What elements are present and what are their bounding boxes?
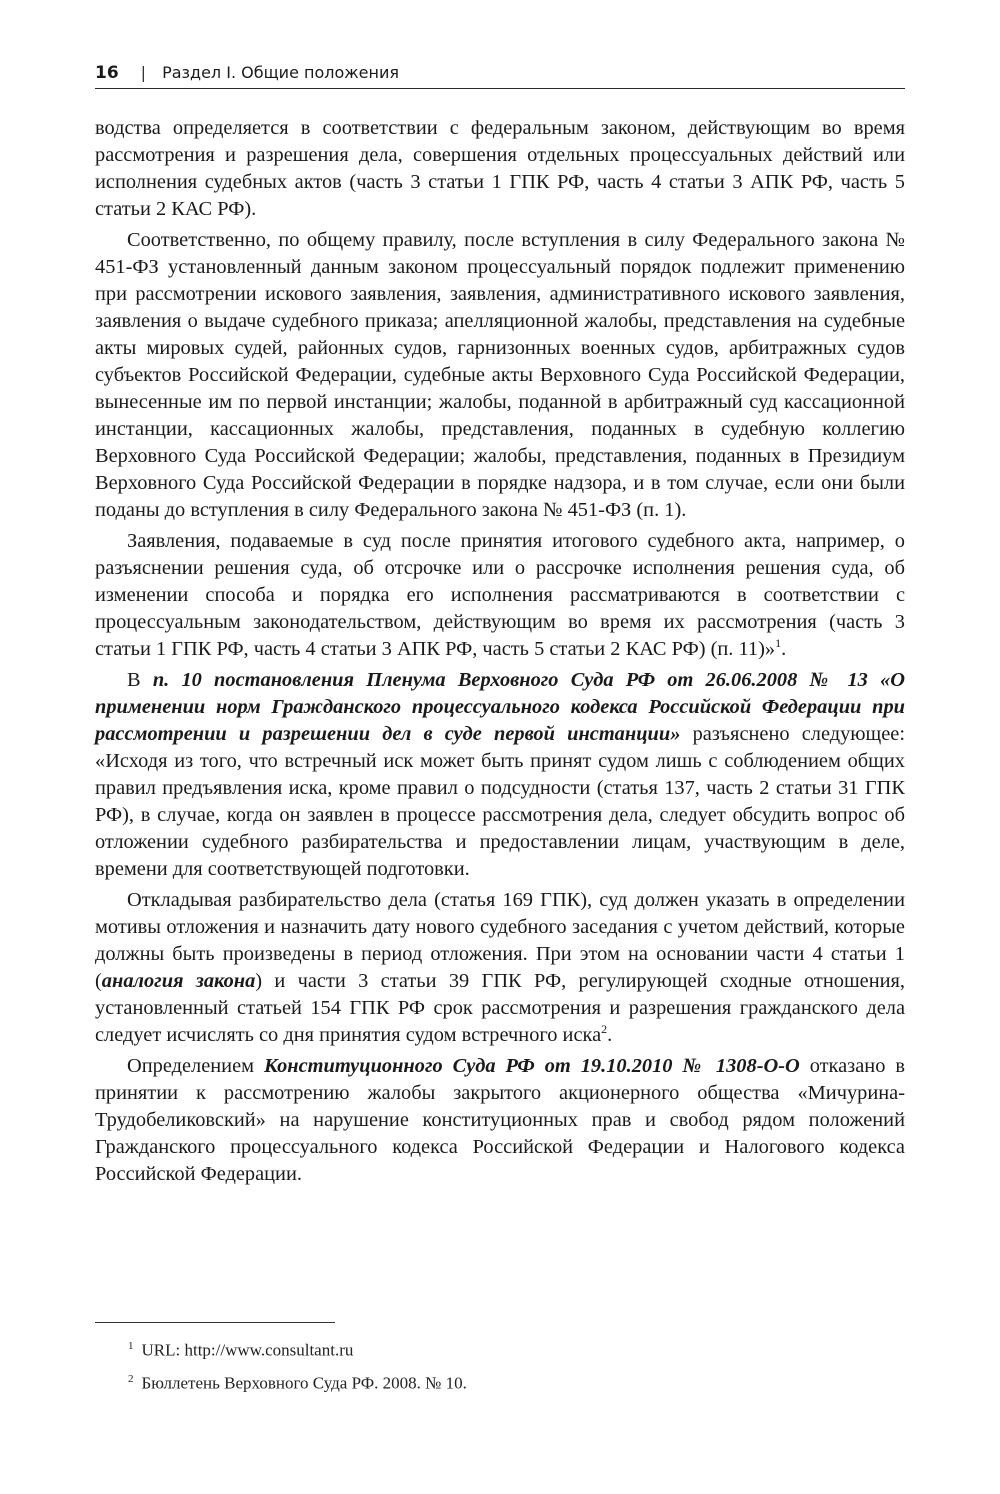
paragraph-4: [95, 667, 905, 883]
paragraph-6: [95, 1053, 905, 1188]
paragraph-4-text: разъяснено следующее: «Исходя из того, что встречный иск может быть принят судом лишь с соблюдением общих правил предъявления иска, кроме правил о подсудности (статья 137, часть 2 статьи 31 ГПК РФ), в случае, когда он заявлен в процессе рассмотрения дела, следует обсудить вопрос об отложении судебного разбирательства и предоставлении лицам, участвующим в деле, времени для соответствующей подготовки.: [95, 723, 905, 880]
paragraph-2: Соответственно, по общему правилу, после вступления в силу Федерального закона № 451-ФЗ установленный данным законом процессуальный порядок подлежит применению при рассмотрении искового заявления, заявления, административного искового заявления, заявления о выдаче судебного приказа; апелляционной жалобы, представления на судебные акты мировых судей, районных судов, гарнизонных военных судов, арбитражных судов субъектов Российской Федерации, судебные акты Верховного Суда Российской Федерации, вынесенные им по первой инстанции; жалобы, поданной в арбитражный суд кассационной инстанции, кассационных жалобы, представления, поданных в судебную коллегию Верховного Суда Российской Федерации; жалобы, представления, поданных в Президиум Верховного Суда Российской Федерации в порядке надзора, и в том случае, если они были поданы до вступления в силу Федерального закона № 451-ФЗ (п. 1).: [95, 229, 905, 521]
footnote-ref-1[interactable]: 1: [775, 636, 782, 651]
paragraph-3-end: .: [781, 638, 787, 660]
running-header: [95, 58, 905, 89]
paragraph-6-text: отказано в принятии к рассмотрению жалобы закрытого акционерного общества «Мичурина-Трудобеликовский» на нарушение конституционных прав и свобод рядом положений Гражданского процессуального кодекса Российской Федерации и Налогового кодекса Российской Федерации.: [95, 1055, 905, 1185]
footnotes: [128, 1332, 888, 1397]
paragraph-5: [95, 887, 905, 1049]
footnote-1: [128, 1332, 888, 1365]
page-number: 16: [95, 63, 119, 83]
footnote-1-text[interactable]: URL: http://www.consultant.ru: [141, 1340, 354, 1360]
paragraph-3: [95, 528, 905, 663]
footnote-divider: [95, 1322, 335, 1323]
body-text: [95, 115, 905, 1192]
paragraph-3-text: Заявления, подаваемые в суд после принятия итогового судебного акта, например, о разъяснении решения суда, об отсрочке или о рассрочке исполнения решения суда, об изменении способа и порядка его исполнения рассматриваются в соответствии с процессуальным законодательством, действующим во время их рассмотрения (часть 3 статьи 1 ГПК РФ, часть 4 статьи 3 АПК РФ, часть 5 статьи 2 КАС РФ) (п. 11)»: [95, 530, 905, 660]
footnote-1-mark: 1: [128, 1340, 134, 1352]
footnote-2: [128, 1365, 888, 1398]
section-title: Раздел I. Общие положения: [162, 63, 399, 82]
footnote-2-text: Бюллетень Верховного Суда РФ. 2008. № 10.: [141, 1373, 467, 1393]
paragraph-1: водства определяется в соответствии с федеральным законом, действующим во время рассмотрения и разрешения дела, совершения отдельных процессуальных действий или исполнения судебных актов (часть 3 статьи 1 ГПК РФ, часть 4 статьи 3 АПК РФ, часть 5 статьи 2 КАС РФ).: [95, 117, 905, 220]
header-separator: |: [140, 63, 147, 82]
paragraph-4-lead: В: [127, 669, 153, 691]
paragraph-6-lead: Определением: [127, 1055, 265, 1077]
court-ruling-reference: Конституционного Суда РФ от 19.10.2010 № 1308-О-О: [264, 1055, 800, 1077]
footnote-2-mark: 2: [128, 1372, 134, 1385]
paragraph-5-text: Откладывая разбирательство дела (статья 169 ГПК), суд должен указать в определении мотивы отложения и назначить дату нового судебного заседания с учетом действий, которые должны быть произведены в период отложения. При этом на основании части 4 статьи 1 (: [95, 889, 905, 992]
analogy-term: аналогия закона: [101, 970, 256, 992]
footnote-ref-2[interactable]: 2: [601, 1022, 608, 1037]
paragraph-5-rest: ) и части 3 статьи 39 ГПК РФ, регулирующей сходные отношения, установленный статьей 154 ГПК РФ срок рассмотрения и разрешения гражданского дела следует исчислять со дня принятия судом встречного иска: [95, 970, 905, 1046]
paragraph-5-end: .: [607, 1024, 613, 1046]
resolution-reference: п. 10 постановления Пленума Верховного Суда РФ от 26.06.2008 № 13 «О применении норм Гражданского процессуального кодекса Российской Федерации при рассмотрении и разрешении дел в суде первой инстанции»: [95, 669, 905, 745]
